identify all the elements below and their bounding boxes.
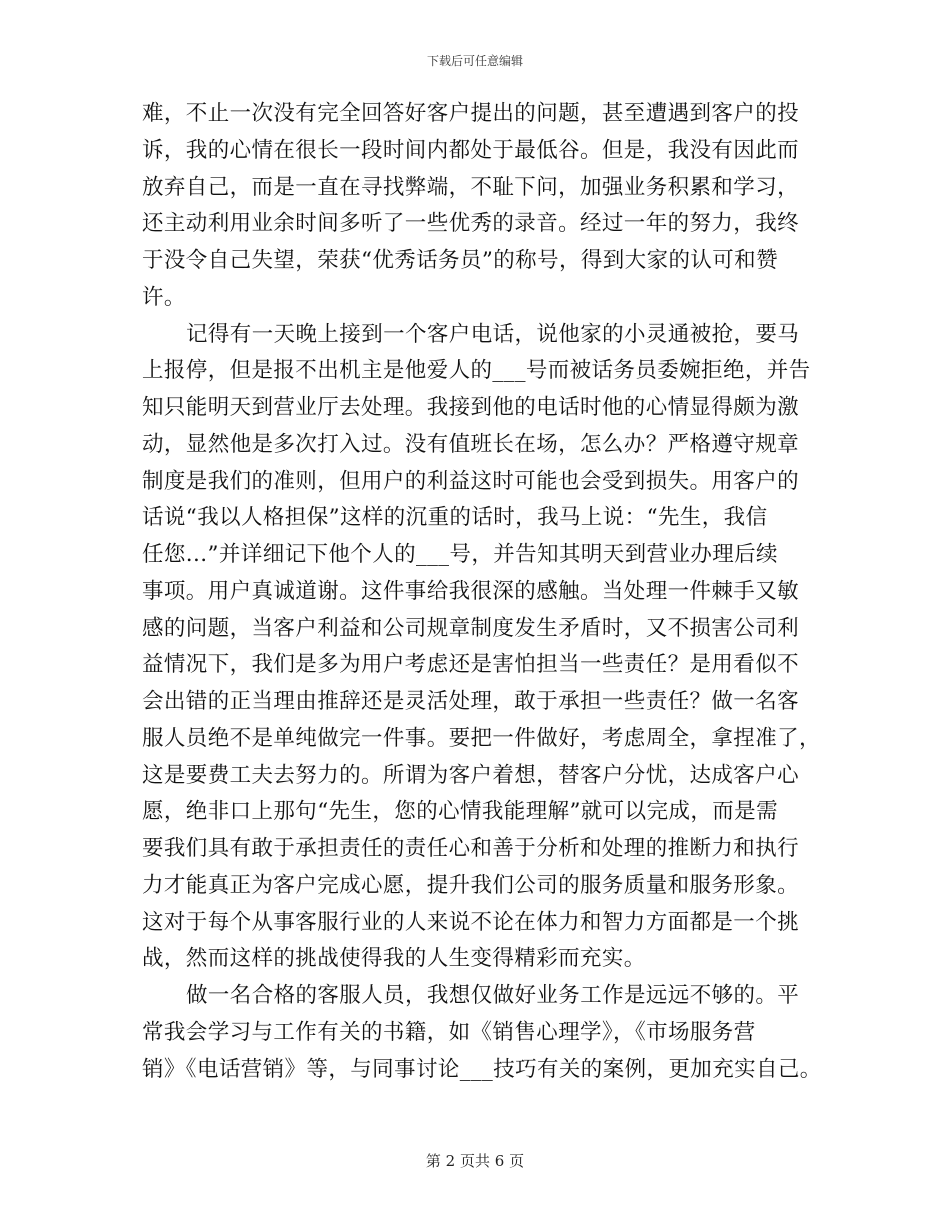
text-line: 话说“我以人格担保”这样的沉重的话时，我马上说：“先生，我信 <box>142 505 768 531</box>
text-line: 感的问题，当客户利益和公司规章制度发生矛盾时，又不损害公司利 <box>142 615 800 641</box>
text-line: 愿，绝非口上那句“先生，您的心情我能理解”就可以完成，而是需 <box>142 799 778 825</box>
text-line: 力才能真正为客户完成心愿，提升我们公司的服务质量和服务形象。 <box>142 872 800 898</box>
text-line: 于没令自己失望，荣获“优秀话务员”的称号，得到大家的认可和赞 <box>142 248 778 273</box>
text-line: 难，不止一次没有完全回答好客户提出的问题，甚至遭遇到客户的投 <box>142 101 800 126</box>
page-number-footer: 第 2 页共 6 页 <box>425 1152 525 1170</box>
paragraph-first-line: 做一名合格的客服人员，我想仅做好业务工作是远远不够的。平 <box>186 983 800 1008</box>
text-line: 制度是我们的准则，但用户的利益这时可能也会受到损失。用客户的 <box>142 468 800 494</box>
text-line: 这是要费工夫去努力的。所谓为客户着想，替客户分忧，达成客户心 <box>142 762 800 788</box>
paragraph-first-line: 记得有一天晚上接到一个客户电话，说他家的小灵通被抢，要马 <box>186 321 800 347</box>
text-line: 这对于每个从事客服行业的人来说不论在体力和智力方面都是一个挑 <box>142 909 800 935</box>
text-line: 上报停，但是报不出机主是他爱人的___号而被话务员委婉拒绝，并告 <box>142 358 811 384</box>
text-line: 服人员绝不是单纯做完一件事。要把一件做好，考虑周全，拿捏准了， <box>142 725 821 751</box>
text-line: 益情况下，我们是多为用户考虑还是害怕担当一些责任？是用看似不 <box>142 652 800 678</box>
text-line: 常我会学习与工作有关的书籍，如《销售心理学》，《市场服务营 <box>142 1019 756 1045</box>
text-line: 许。 <box>142 284 186 310</box>
text-line: 还主动利用业余时间多听了一些优秀的录音。经过一年的努力，我终 <box>142 211 800 237</box>
page-header: 下载后可任意编辑 <box>426 54 523 68</box>
text-line: 知只能明天到营业厅去处理。我接到他的电话时他的心情显得颇为激 <box>142 395 800 420</box>
text-line: 诉，我的心情在很长一段时间内都处于最低谷。但是，我没有因此而 <box>142 137 800 163</box>
text-line: 会出错的正当理由推辞还是灵活处理，敢于承担一些责任？做一名客 <box>142 689 800 714</box>
text-line: 任您...”并详细记下他个人的___号，并告知其明天到营业办理后续 <box>142 542 778 567</box>
document-body <box>142 96 826 1088</box>
text-line: 事项。用户真诚道谢。这件事给我很深的感触。当处理一件棘手又敏 <box>142 578 800 604</box>
text-line: 战，然而这样的挑战使得我的人生变得精彩而充实。 <box>142 946 646 972</box>
text-line: 动，显然他是多次打入过。没有值班长在场，怎么办？严格遵守规章 <box>142 431 800 457</box>
text-line: 放弃自己，而是一直在寻找弊端，不耻下问，加强业务积累和学习， <box>142 174 800 200</box>
text-line: 要我们具有敢于承担责任的责任心和善于分析和处理的推断力和执行 <box>142 836 800 861</box>
text-line: 销》《电话营销》等，与同事讨论___技巧有关的案例，更加充实自己。 <box>142 1056 822 1082</box>
